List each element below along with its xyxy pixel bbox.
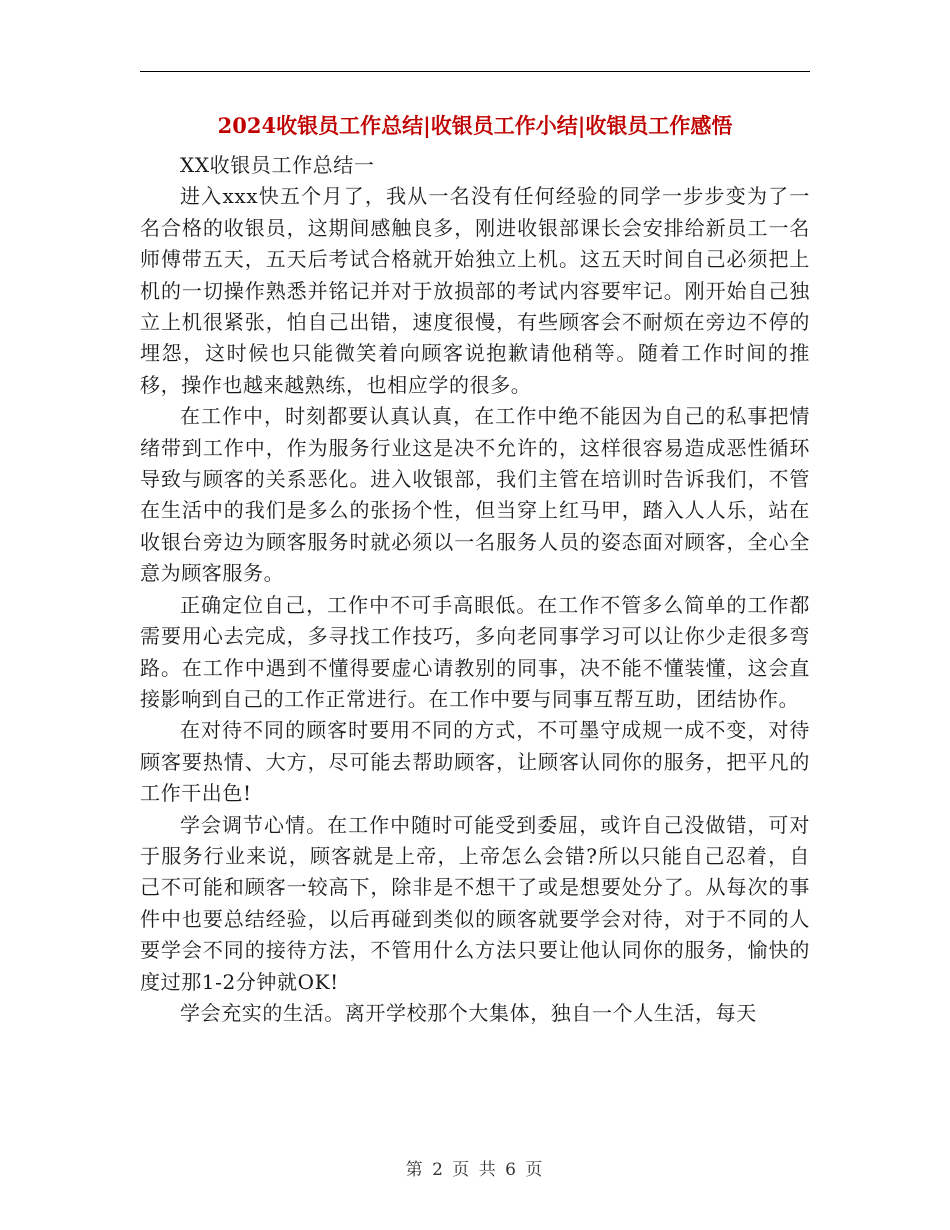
paragraph: 进入xxx快五个月了，我从一名没有任何经验的同学一步步变为了一名合格的收银员，这期间感触良多，刚进收银部课长会安排给新员工一名师傅带五天，五天后考试合格就开始独立上机。这五天时间自己必须把上机的一切操作熟悉并铭记并对于放损部的考试内容要牢记。刚开始自己独立上机很紧张，怕自己出错，速度很慢，有些顾客会不耐烦在旁边不停的埋怨，这时候也只能微笑着向顾客说抱歉请他稍等。随着工作时间的推移，操作也越来越熟练，也相应学的很多。	[140, 184, 810, 397]
header-rule	[140, 71, 810, 72]
paragraph: 学会充实的生活。离开学校那个大集体，独自一个人生活，每天	[180, 1000, 757, 1025]
section-heading: XX收银员工作总结一	[180, 153, 375, 177]
paragraph: 学会调节心情。在工作中随时可能受到委屈，或许自己没做错，可对于服务行业来说，顾客就是上帝，上帝怎么会错?所以只能自己忍着，自己不可能和顾客一较高下，除非是不想干了或是想要处分了。从每次的事件中也要总结经验，以后再碰到类似的顾客就要学会对待，对于不同的人要学会不同的接待方法，不管用什么方法只要让他认同你的服务，愉快的度过那1-2分钟就OK!	[140, 812, 810, 994]
paragraph: 正确定位自己，工作中不可手高眼低。在工作不管多么简单的工作都需要用心去完成，多寻找工作技巧，多向老同事学习可以让你少走很多弯路。在工作中遇到不懂得要虚心请教别的同事，决不能不懂装懂，这会直接影响到自己的工作正常进行。在工作中要与同事互帮互助，团结协作。	[140, 592, 810, 711]
page-number: 第 2 页 共 6 页	[405, 1160, 545, 1180]
document-title: 2024收银员工作总结|收银员工作小结|收银员工作感悟	[217, 113, 733, 138]
paragraph: 在对待不同的顾客时要用不同的方式，不可墨守成规一成不变，对待顾客要热情、大方，尽可能去帮助顾客，让顾客认同你的服务，把平凡的工作干出色!	[140, 718, 810, 806]
paragraph: 在工作中，时刻都要认真认真，在工作中绝不能因为自己的私事把情绪带到工作中，作为服务行业这是决不允许的，这样很容易造成恶性循环导致与顾客的关系恶化。进入收银部，我们主管在培训时告诉我们，不管在生活中的我们是多么的张扬个性，但当穿上红马甲，踏入人人乐，站在收银台旁边为顾客服务时就必须以一名服务人员的姿态面对顾客，全心全意为顾客服务。	[140, 404, 810, 586]
document-body	[140, 150, 810, 1029]
